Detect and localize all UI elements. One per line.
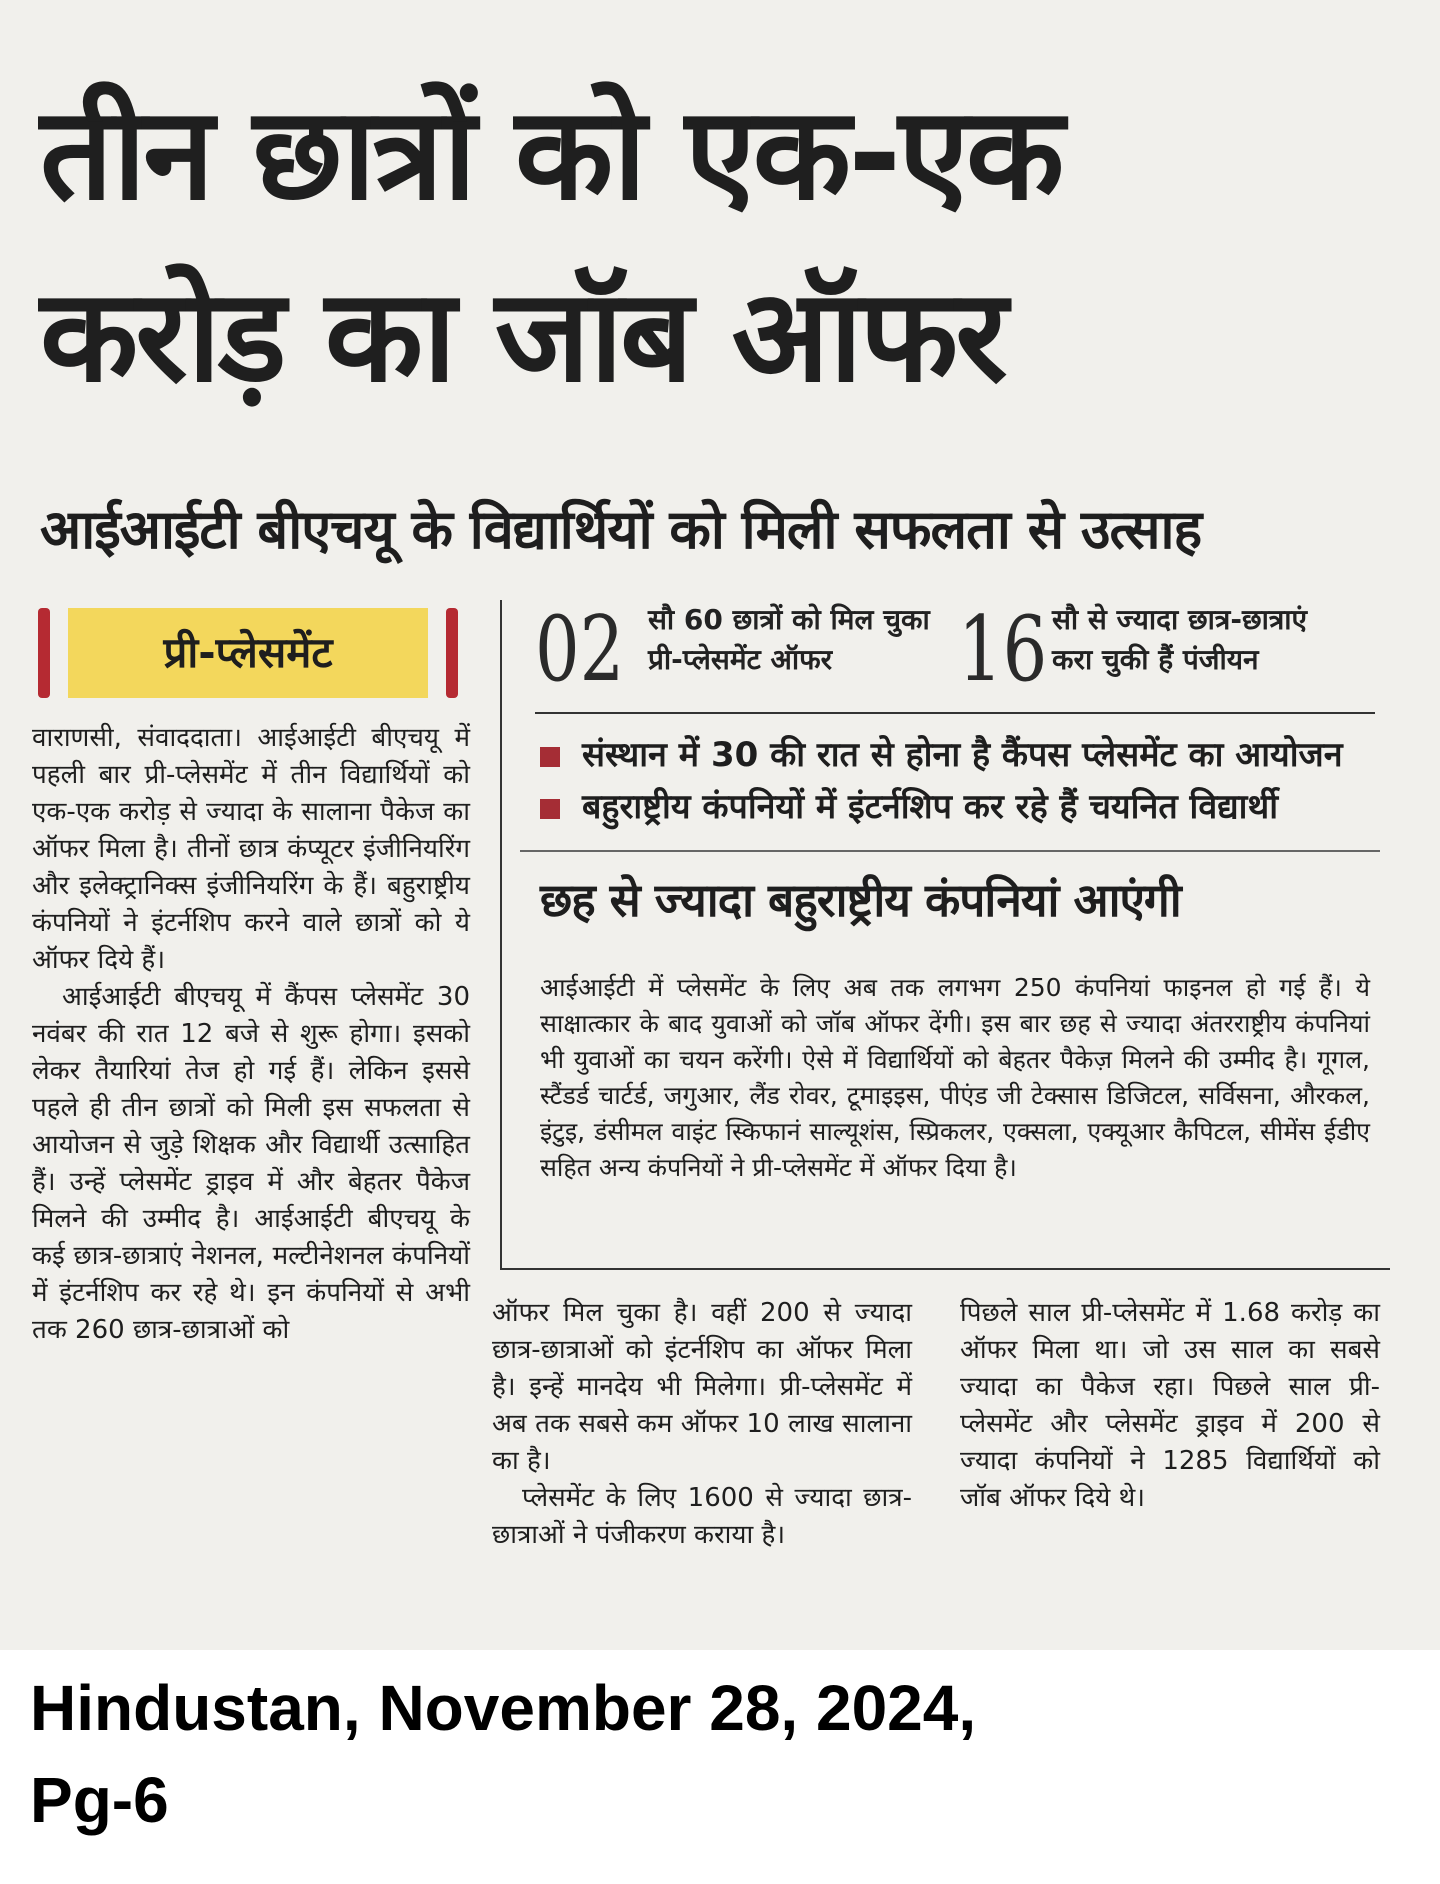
column-divider (500, 600, 502, 1270)
column-1-paragraph-1: वाराणसी, संवाददाता। आईआईटी बीएचयू में पहली बार प्री-प्लेसमेंट में तीन विद्यार्थियों को एक-एक करोड़ से ज्यादा के सालाना पैकेज का ऑफर मिला है। तीनों छात्र कंप्यूटर इंजीनियरिंग और इलेक्ट्रानिक्स इंजीनियरिंग के हैं। बहुराष्ट्रीय कंपनियों ने इंटर्नशिप करने वाले छात्रों को ये ऑफर दिये हैं। (32, 723, 470, 975)
stat-text-1 (648, 600, 968, 680)
box-body: आईआईटी में प्लेसमेंट के लिए अब तक लगभग 250 कंपनियां फाइनल हो गई हैं। ये साक्षात्कार के बाद युवाओं को जॉब ऑफर देंगी। इस बार छह से ज्यादा अंतरराष्ट्रीय कंपनियां भी युवाओं का चयन करेंगी। ऐसे में विद्यार्थियों को बेहतर पैकेज़ मिलने की उम्मीद है। गूगल, स्टैंडर्ड चार्टर्ड, जगुआर, लैंड रोवर, टूमाइइस, पीएंड जी टेक्सास डिजिटल, सर्विसना, औरकल, इंटुइ, डंसीमल वाइंट स्किफानं साल्यूशंस, स्प्रिकलर, एक्सला, एक्यूआर कैपिटल, सीमेंस ईडीए सहित अन्य कंपनियों ने प्री-प्लेसमेंट में ऑफर दिया है। (540, 973, 1370, 1182)
bullet-text: बहुराष्ट्रीय कंपनियों में इंटर्नशिप कर रहे हैं चयनित विद्यार्थी (582, 787, 1279, 827)
section-tag (38, 608, 458, 698)
headline-line-2: करोड़ का जॉब ऑफर (40, 262, 1005, 411)
column-3-paragraph-1: पिछले साल प्री-प्लेसमेंट में 1.68 करोड़ का ऑफर मिला था। जो उस साल का सबसे ज्यादा का पैकेज रहा। पिछले साल प्री-प्लेसमेंट और प्लेसमेंट ड्राइव में 200 से ज्यादा कंपनियों ने 1285 विद्यार्थियों को जॉब ऑफर दिये थे। (960, 1298, 1380, 1513)
column-2-paragraph-2: प्लेसमेंट के लिए 1600 से ज्यादा छात्र-छात्राओं ने पंजीकरण कराया है। (492, 1483, 912, 1550)
box-top-rule (520, 850, 1380, 852)
stat-text-1-line2: प्री-प्लेसमेंट ऑफर (648, 643, 833, 676)
column-1-paragraph-2: आईआईटी बीएचयू में कैंपस प्लेसमेंट 30 नवंबर की रात 12 बजे से शुरू होगा। इसको लेकर तैयारियां तेज हो गई हैं। लेकिन इससे पहले ही तीन छात्रों को मिली इस सफलता से आयोजन से जुड़े शिक्षक और विद्यार्थी उत्साहित हैं। उन्हें प्लेसमेंट ड्राइव में और बेहतर पैकेज मिलने की उम्मीद है। आईआईटी बीएचयू के कई छात्र-छात्राएं नेशनल, मल्टीनेशनल कंपनियों में इंटर्नशिप कर रहे थे। इन कंपनियों से अभी तक 260 छात्र-छात्राओं को (32, 982, 470, 1345)
caption-line-2: Pg-6 (30, 1764, 169, 1836)
bullet-item (540, 730, 1343, 780)
source-caption (30, 1662, 1330, 1846)
tag-right-bar (446, 608, 458, 698)
article-column-1 (32, 720, 470, 1349)
box-bottom-rule (500, 1268, 1390, 1270)
stat-text-2-line1: सौ से ज्यादा छात्र-छात्राएं (1052, 603, 1308, 636)
bullet-item (540, 782, 1278, 832)
box-heading: छह से ज्यादा बहुराष्ट्रीय कंपनियां आएंगी (540, 873, 1181, 927)
headline-line-1: तीन छात्रों को एक-एक (40, 80, 1062, 229)
caption-line-1: Hindustan, November 28, 2024, (30, 1672, 977, 1744)
stat-number-1: 02 (535, 597, 625, 702)
stats-rule (535, 712, 1375, 714)
stat-text-1-line1: सौ 60 छात्रों को मिल चुका (648, 603, 930, 636)
stat-text-2 (1052, 600, 1382, 680)
tag-left-bar (38, 608, 50, 698)
stat-text-2-line2: करा चुकी हैं पंजीयन (1052, 643, 1259, 676)
article-column-3 (960, 1295, 1380, 1517)
stat-number-2: 16 (958, 597, 1048, 702)
article-column-2 (492, 1295, 912, 1554)
bullet-square-icon (540, 747, 560, 767)
column-2-paragraph-1: ऑफर मिल चुका है। वहीं 200 से ज्यादा छात्र-छात्राओं को इंटर्नशिप का ऑफर मिला है। इन्हें मानदेय भी मिलेगा। प्री-प्लेसमेंट में अब तक सबसे कम ऑफर 10 लाख सालाना का है। (492, 1298, 912, 1476)
subheadline: आईआईटी बीएचयू के विद्यार्थियों को मिली सफलता से उत्साह (40, 498, 1202, 561)
bullet-text: संस्थान में 30 की रात से होना है कैंपस प्लेसमेंट का आयोजन (582, 735, 1343, 775)
bullet-square-icon (540, 799, 560, 819)
section-tag-label: प्री-प्लेसमेंट (68, 608, 428, 698)
